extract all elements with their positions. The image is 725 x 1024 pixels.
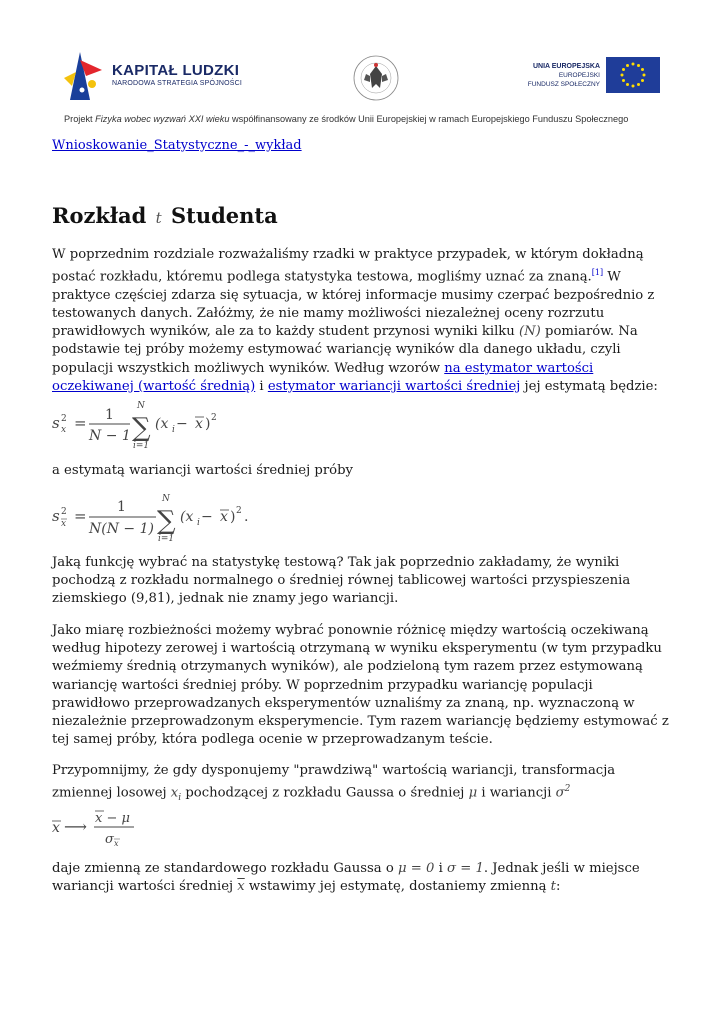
para6-b: i [434, 861, 448, 876]
formula-standardization [52, 806, 172, 850]
paragraph-test-statistic-question: Jaką funkcję wybrać na statystykę testową? Tak jak poprzednio zakładamy, że wyniki pochodzą z rozkładu normalnego o średniej równej tablicowej wartości przyspieszenia ziemskiego (9,81), jednak nie znamy jego wariancji. [52, 555, 631, 607]
f1-lhs-base: s [52, 414, 60, 432]
formula-mean-variance-estimate [52, 490, 292, 546]
inline-x-sub: i [178, 793, 182, 804]
inline-mu0: μ = 0 [398, 861, 435, 876]
title-part1: Rozkład [52, 203, 147, 228]
f2-body: (x [180, 509, 194, 525]
f2-tail: . [244, 509, 249, 525]
paragraph-intro [52, 246, 674, 396]
f2-num: 1 [117, 499, 126, 515]
inline-sigma: σ [555, 785, 565, 801]
f1-body: (x [155, 416, 169, 432]
para6-c: . Jednak jeśli w miejsce wariancji wartości średniej [52, 861, 640, 895]
f3-xbar: x [52, 820, 60, 836]
f2-body-mid: − [201, 509, 213, 525]
title-t: t [155, 209, 162, 227]
inline-sigma1: σ = 1 [447, 861, 484, 876]
kapital-ludzki-text [112, 62, 242, 87]
f1-sum-bottom: i=1 [133, 441, 150, 451]
kl-subtitle: NARODOWA STRATEGIA SPÓJNOŚCI [112, 80, 243, 87]
f2-sum-top: N [162, 494, 170, 504]
paragraph-student-variable [52, 860, 674, 896]
f1-num: 1 [105, 407, 114, 423]
title-part2: Studenta [170, 203, 278, 228]
para1-e: jej estymatą będzie: [520, 378, 658, 394]
f2-pow: 2 [236, 506, 242, 516]
link-variance-estimator[interactable]: estymator wariancji wartości średniej [267, 378, 521, 394]
inline-mu: μ [468, 785, 478, 801]
f3-arrow: ⟶ [64, 817, 87, 836]
inline-x: x [170, 785, 179, 801]
eu-line3: FUNDUSZ SPOŁECZNY [527, 81, 600, 88]
f3-den: σ [105, 832, 114, 847]
f1-body-mid: − [176, 416, 188, 432]
f1-eq: = [74, 414, 87, 432]
f1-body-sub: i [172, 425, 175, 435]
link-expected-value-estimator[interactable]: na estymator wartości oczekiwanej (wartość średnią) [52, 360, 594, 394]
f2-lhs-sub: x [61, 519, 67, 529]
eu-flag-icon [606, 57, 660, 93]
f2-sum-bottom: i=1 [158, 534, 175, 544]
paragraph-mean-variance: a estymatą wariancji wartości średniej próby [52, 463, 353, 478]
para1-n: (N) [518, 324, 541, 340]
kl-title: KAPITAŁ LUDZKI [112, 62, 240, 79]
f2-body-sub: i [197, 518, 200, 528]
f1-xbar: x [195, 416, 203, 432]
f2-eq: = [74, 507, 87, 525]
inline-sigma-pow: 2 [564, 784, 571, 795]
paragraph-discrepancy: Jako miarę rozbieżności możemy wybrać ponownie różnicę między wartością oczekiwaną według hipotezy zerowej i wartością otrzymaną w wyniku eksperymentu (w tym przypadku weźmiemy średnią otrzymanych wyników), ale podzieloną tym razem przez estymowaną wariancję wartości średniej próby. W poprzednim przypadku wariancję populacji prawidłowo przeprowadzanych eksperymentów uznaliśmy za znaną, np. wyznaczoną w niezależnie przeprowadzonym eksperymencie. Tym razem wariancję będziemy estymować z tej samej próby, która podlega ocenie w przeprowadzanym teście. [52, 623, 669, 748]
f2-lhs-base: s [52, 507, 60, 525]
para1-b: W praktyce częściej zdarza się sytuacja, w której informacje musimy czerpać bezpośrednio z testowanych danych. Załóżmy, że nie mamy możliwości niezależnej oceny rozrzutu prawidłowych wyników, ale za to każdy student przynosi wyniki kilku [52, 269, 655, 340]
para1-a: W poprzednim rozdziale rozważaliśmy rzadki w praktyce przypadek, w którym dokładną postać rozkładu, któremu podlega statystyka testowa, mogliśmy uznać za znaną. [52, 247, 644, 285]
para1-d: i [255, 378, 268, 394]
para6-d: wstawimy jej estymatę, dostaniemy zmienną [244, 879, 551, 895]
f1-sigma-sign: ∑ [132, 413, 151, 443]
eu-line2: EUROPEJSKI [558, 72, 600, 79]
f2-den: N(N − 1) [89, 521, 154, 537]
project-suffix: współfinansowany ze środków Unii Europejskiej w ramach Europejskiego Funduszu Społecznego [229, 114, 629, 124]
f1-pow: 2 [211, 413, 217, 423]
project-line [64, 114, 628, 124]
breadcrumb-link[interactable]: Wnioskowanie_Statystyczne_-_wykład [52, 138, 302, 153]
formula-variance-estimate [52, 398, 252, 454]
page-title [52, 203, 278, 228]
f1-lhs-sup: 2 [61, 414, 67, 424]
f3-num: x − μ [95, 811, 130, 826]
para1-c: pomiarów. Na podstawie tej próby możemy estymować wariancję wyników dla danego układu, czyli populacji wszystkich możliwych wyników. Według wzorów [52, 324, 638, 376]
para5-c: i wariancji [477, 785, 556, 801]
para5-b: pochodzącej z rozkładu Gaussa o średniej [181, 785, 469, 801]
page-header [0, 0, 725, 135]
para5-a: Przypomnijmy, że gdy dysponujemy "prawdziwą" wartością wariancji, transformacja zmiennej losowej [52, 763, 616, 801]
f3-den-sub: x [114, 839, 119, 848]
kapital-ludzki-logo-icon [62, 50, 106, 102]
f1-sum-top: N [137, 401, 145, 411]
inline-xbar: $\overline{x}$ [237, 879, 245, 895]
paragraph-transformation [52, 762, 674, 807]
project-prefix: Projekt [64, 114, 96, 124]
f2-sigma-sign: ∑ [157, 506, 176, 536]
eu-text [518, 62, 600, 89]
university-seal-icon [352, 54, 400, 102]
f1-body-end: ) [205, 416, 211, 432]
f1-lhs-sub: x [61, 425, 67, 435]
inline-t: t [550, 879, 556, 895]
f2-body-end: ) [230, 509, 236, 525]
f2-xbar: x [220, 509, 228, 525]
para6-e: : [555, 879, 561, 895]
f2-lhs-sup: 2 [61, 507, 67, 517]
para6-a: daje zmienną ze standardowego rozkładu Gaussa o [52, 861, 398, 876]
f1-den: N − 1 [89, 428, 131, 444]
eu-title: UNIA EUROPEJSKA [532, 63, 600, 70]
footnote-ref[interactable]: [1] [591, 268, 604, 278]
project-title: Fizyka wobec wyzwań XXI wieku [95, 114, 230, 124]
